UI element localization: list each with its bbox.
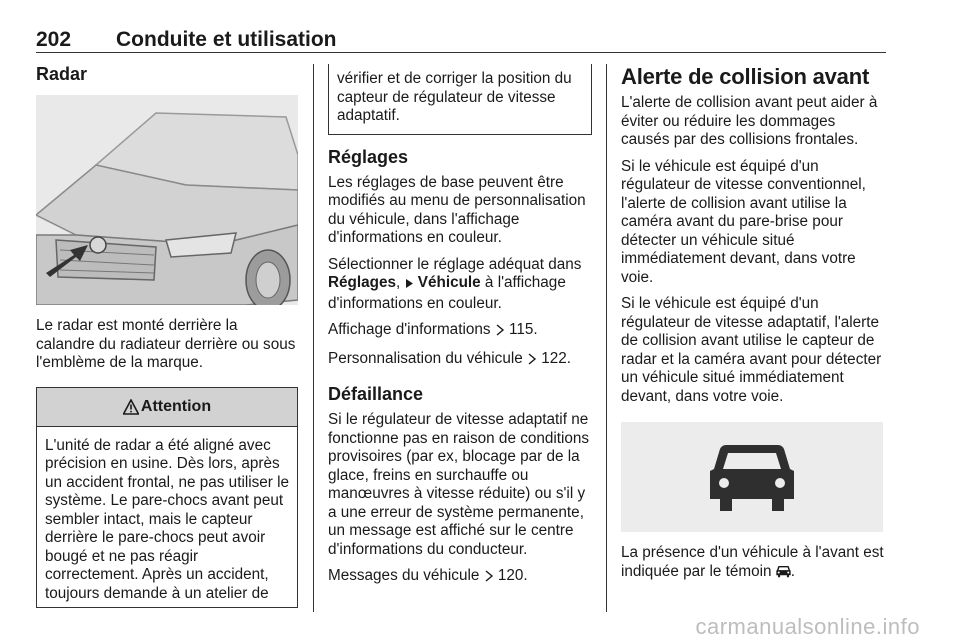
defaillance-p2-text: Messages du véhicule <box>328 567 480 584</box>
column-1 <box>36 64 298 608</box>
page-ref-icon <box>484 569 494 588</box>
defaillance-p2-page: 120. <box>497 567 528 584</box>
reglages-heading: Réglages <box>328 146 409 167</box>
page-header <box>36 26 886 53</box>
attention-box <box>36 387 298 609</box>
reglages-separator: , <box>396 274 405 291</box>
attention-text: L'unité de radar a été aligné avec précision en usine. Dès lors, après un accident frontal, ne pas utiliser le système. Le pare-chocs avant peut sembler intact, mais le capteur derrière le pare-chocs peut avoir bougé et ne pas réagir correctement. Après un accident, toujours demande à un atelier de <box>45 436 290 602</box>
collision-p3: Si le véhicule est équipé d'un régulateur de vitesse adaptatif, l'alerte de collision avant utilise le capteur de radar et la caméra avant pour détecter un véhicule situé immédiatement devant, dans votre voie. <box>621 295 882 405</box>
page-ref-icon <box>495 323 505 342</box>
vehicle-ahead-icon <box>708 439 796 515</box>
reglages-p2-post: à l'affichage d'informations en couleur. <box>328 274 566 312</box>
reglages-p3-text: Affichage d'informations <box>328 321 491 338</box>
reglages-p2 <box>328 256 592 314</box>
page-title: Conduite et utilisation <box>116 28 337 51</box>
reglages-p3 <box>328 321 592 342</box>
attention-continuation-text: vérifier et de corriger la position du capteur de régulateur de vitesse adaptatif. <box>337 70 572 124</box>
defaillance-heading: Défaillance <box>328 384 424 404</box>
radar-description: Le radar est monté derrière la calandre du radiateur derrière ou sous l'emblème de la marque. <box>36 317 296 371</box>
defaillance-p2 <box>328 567 592 588</box>
reglages-p4 <box>328 350 592 371</box>
reglages-menu-label: Réglages <box>328 274 397 291</box>
menu-arrow-icon <box>405 276 414 295</box>
collision-p2: Si le véhicule est équipé d'un régulateur de vitesse conventionnel, l'alerte de collision avant utilise la caméra avant du pare-brise pour détecter un véhicule situé immédiatement devant, dans votre voie. <box>621 157 866 286</box>
attention-title: Attention <box>140 397 212 415</box>
column-3 <box>621 64 887 591</box>
car-radar-photo <box>36 95 298 305</box>
column-divider-1 <box>313 64 314 612</box>
collision-heading: Alerte de collision avant <box>621 64 870 89</box>
attention-header <box>37 388 297 427</box>
vehicule-menu-label: Véhicule <box>417 274 481 291</box>
vehicle-ahead-icon-panel <box>621 422 883 532</box>
reglages-p2-pre: Sélectionner le réglage adéquat dans <box>328 255 582 273</box>
reglages-p4-text: Personnalisation du véhicule <box>328 349 523 367</box>
reglages-p1: Les réglages de base peuvent être modifiés au menu de personnalisation du véhicule, dans l'affichage d'informations en couleur. <box>328 173 586 246</box>
collision-p4-text: La présence d'un véhicule à l'avant est indiquée par le témoin <box>621 544 884 580</box>
warning-triangle-icon <box>123 399 139 415</box>
vehicle-ahead-small-icon <box>776 565 791 584</box>
car-front-illustration <box>36 95 298 305</box>
page-ref-icon <box>527 352 537 371</box>
column-2 <box>328 64 592 596</box>
collision-p1: L'alerte de collision avant peut aider à éviter ou réduire les dommages causés par des collisions frontales. <box>621 94 878 148</box>
watermark: carmanualsonline.info <box>695 614 920 639</box>
page-number: 202 <box>36 28 72 51</box>
reglages-p4-page: 122. <box>541 349 572 367</box>
attention-box-continuation <box>328 64 592 135</box>
reglages-p3-page: 115. <box>509 321 538 338</box>
defaillance-p1: Si le régulateur de vitesse adaptatif ne fonctionne pas en raison de conditions provisoires (par ex, blocage par de la glace, freins en surchauffe ou manœuvres à vitesse réduite) ou s'il y a une erreur de système permanente, un message est affiché sur le centre d'informations du conducteur. <box>328 411 590 558</box>
attention-body <box>37 427 297 608</box>
collision-p4: La présence d'un véhicule à l'avant est indiquée par le témoin . <box>621 544 887 583</box>
column-divider-2 <box>606 64 607 612</box>
radar-heading: Radar <box>36 64 88 84</box>
